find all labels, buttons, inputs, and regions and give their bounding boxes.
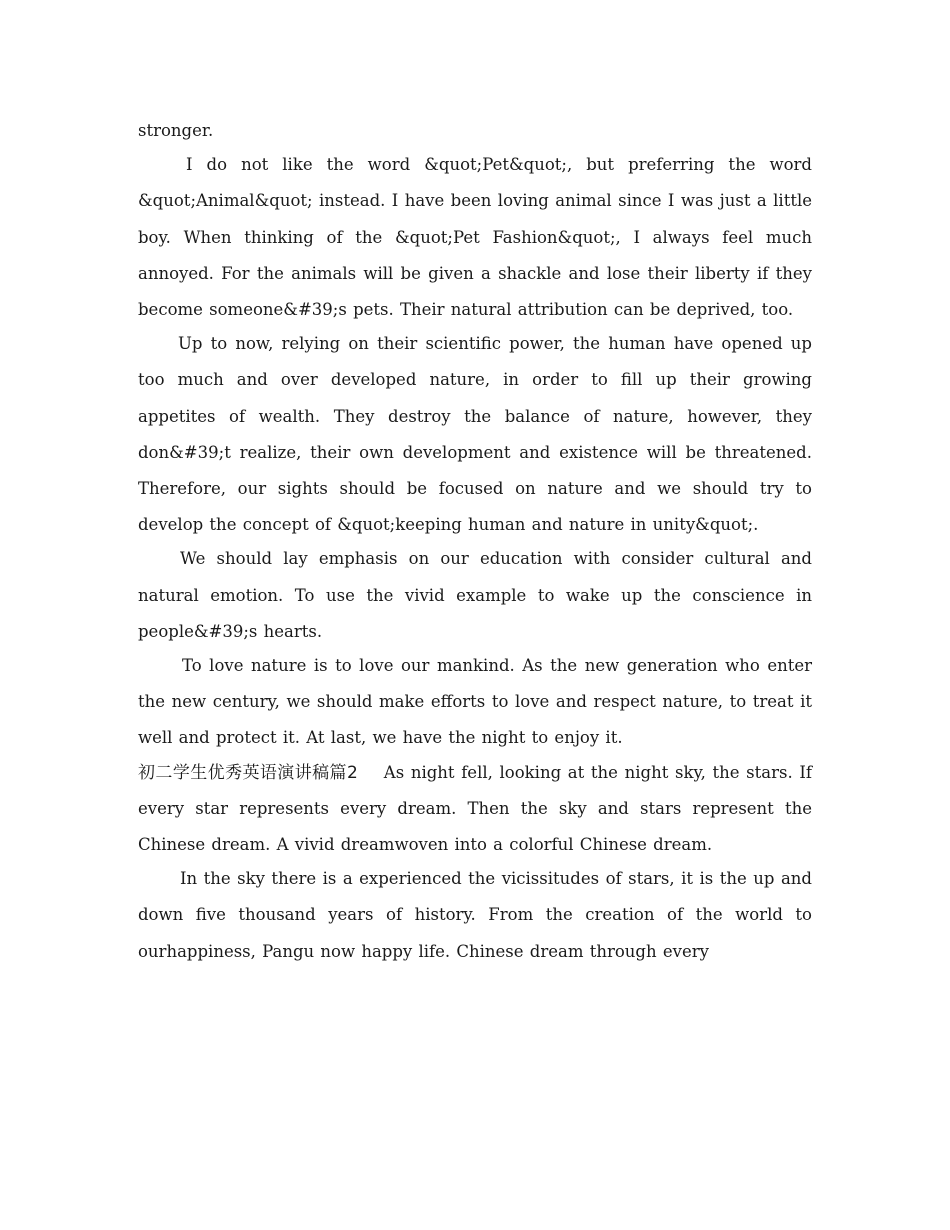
section-heading: 初二学生优秀英语演讲稿篇2 bbox=[138, 762, 358, 783]
paragraph-education: We should lay emphasis on our education with consider cultural and natural emotion. To use the vivid example to wake up the conscience in people&#39;s hearts. bbox=[138, 549, 812, 641]
paragraph-pet-animal: I do not like the word &quot;Pet&quot;, but preferring the word &quot;Animal&quot; instead. I have been loving animal since I was just a little boy. When thinking of the &quot;Pet Fashion&quot;, I always feel much annoyed. For the animals will be given a shackle and lose their liberty if they become someone&#39;s pets. Their natural attribution can be deprived, too. bbox=[138, 155, 812, 320]
paragraph-speech-2 bbox=[138, 755, 812, 864]
paragraph-night-sky: As night fell, looking at the night sky, the stars. If every star represents every dream. Then the sky and stars represent the Chinese dream. A vivid dreamwoven into a colorful Chinese dream. bbox=[138, 762, 812, 855]
paragraph-love-nature: To love nature is to love our mankind. As the new generation who enter the new century, we should make efforts to love and respect nature, to treat it well and protect it. At last, we have the night to enjoy it. bbox=[138, 656, 812, 748]
document-page bbox=[138, 113, 812, 970]
paragraph-stronger: stronger. bbox=[138, 121, 214, 140]
paragraph-up-to-now: Up to now, relying on their scientific power, the human have opened up too much and over developed nature, in order to fill up their growing appetites of wealth. They destroy the balance of nature, however, they don&#39;t realize, their own development and existence will be threatened. Therefore, our sights should be focused on nature and we should try to develop the concept of &quot;keeping human and nature in unity&quot;. bbox=[138, 334, 812, 535]
paragraph-vicissitudes: In the sky there is a experienced the vicissitudes of stars, it is the up and down five thousand years of history. From the creation of the world to ourhappiness, Pangu now happy life. Chinese dream through every bbox=[138, 869, 812, 961]
